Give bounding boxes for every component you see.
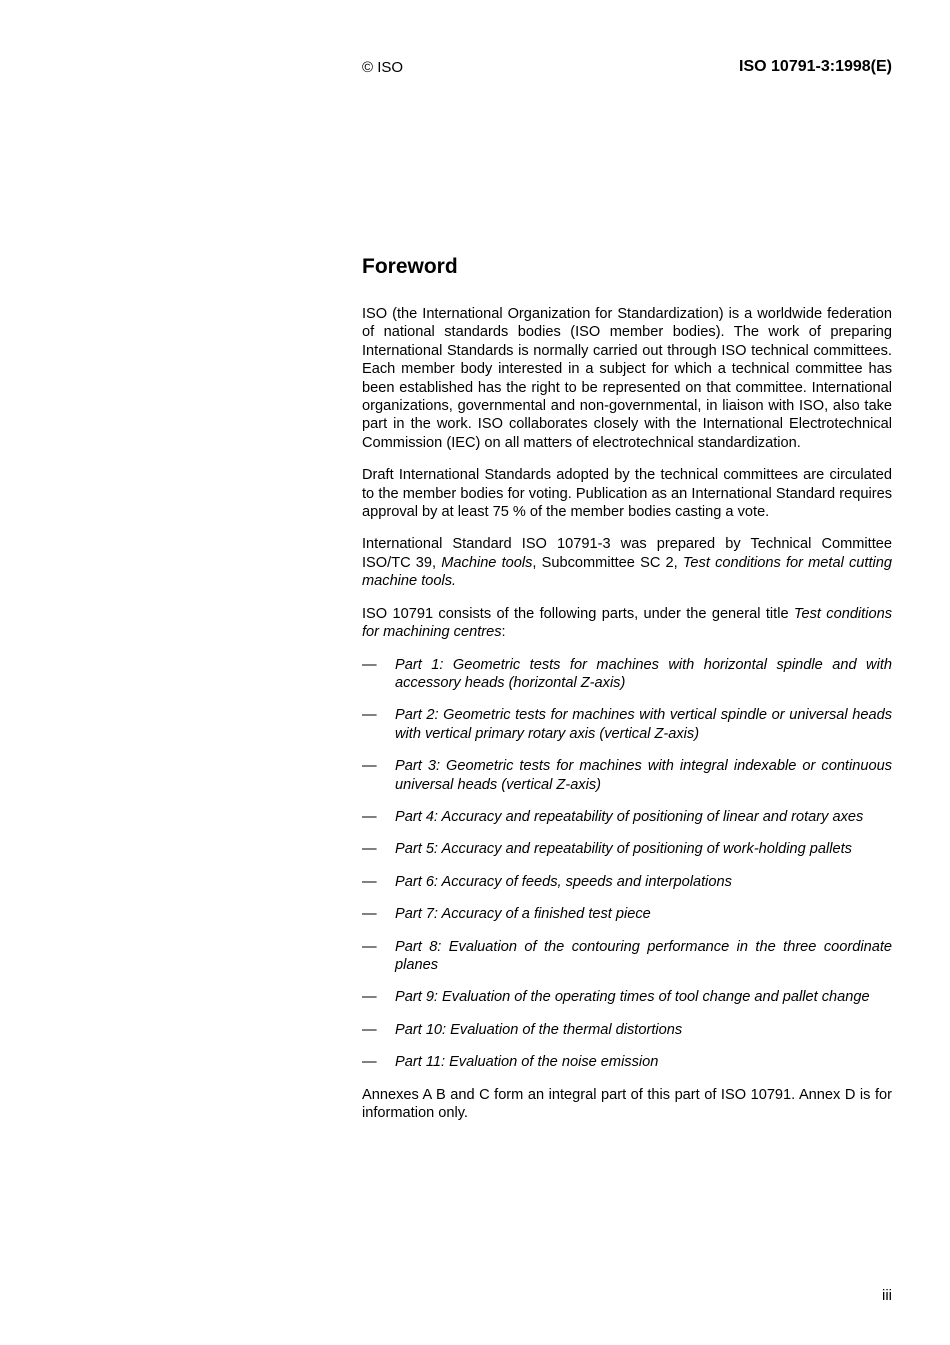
list-item bbox=[362, 1053, 892, 1071]
list-item bbox=[362, 840, 892, 858]
committee-name: Machine tools bbox=[441, 554, 533, 571]
dash-bullet: — bbox=[362, 906, 377, 923]
paragraph-draft-standards: Draft International Standards adopted by the technical committees are circulated to the member bodies for voting. Publication as an International Standard requires approval by at least 75 % of the member bodies casting a vote. bbox=[362, 467, 892, 521]
dash-bullet: — bbox=[362, 808, 377, 825]
paragraph-parts-intro bbox=[362, 605, 892, 642]
part-title: Part 4: Accuracy and repeatability of positioning of linear and rotary axes bbox=[395, 808, 864, 825]
list-item bbox=[362, 873, 892, 891]
dash-bullet: — bbox=[362, 656, 377, 673]
page-number: iii bbox=[882, 1287, 892, 1304]
part-title: Part 10: Evaluation of the thermal distortions bbox=[395, 1021, 683, 1038]
foreword-body bbox=[362, 305, 892, 1136]
dash-bullet: — bbox=[362, 938, 377, 955]
parts-list bbox=[362, 656, 892, 1072]
list-item bbox=[362, 988, 892, 1006]
page-title: Foreword bbox=[362, 255, 458, 278]
parts-intro-colon: : bbox=[501, 624, 506, 641]
part-title: Part 9: Evaluation of the operating times of tool change and pallet change bbox=[395, 989, 870, 1006]
list-item bbox=[362, 1021, 892, 1039]
part-title: Part 11: Evaluation of the noise emission bbox=[395, 1054, 659, 1071]
prepared-by-text: International Standard ISO 10791-3 was prepared by Technical Committee ISO/TC 39, bbox=[362, 536, 892, 571]
parts-intro-text: ISO 10791 consists of the following parts, under the general title bbox=[362, 605, 794, 622]
part-title: Part 7: Accuracy of a finished test piece bbox=[395, 906, 651, 923]
list-item bbox=[362, 808, 892, 826]
dash-bullet: — bbox=[362, 1054, 377, 1071]
dash-bullet: — bbox=[362, 873, 377, 890]
list-item bbox=[362, 905, 892, 923]
header-document-id: ISO 10791-3:1998(E) bbox=[739, 58, 892, 75]
list-item bbox=[362, 706, 892, 743]
part-title: Part 8: Evaluation of the contouring performance in the three coordinate planes bbox=[395, 938, 892, 973]
subcommittee-text: , Subcommittee SC 2, bbox=[532, 554, 683, 571]
part-title: Part 6: Accuracy of feeds, speeds and interpolations bbox=[395, 873, 732, 890]
list-item bbox=[362, 656, 892, 693]
paragraph-prepared-by bbox=[362, 535, 892, 590]
part-title: Part 1: Geometric tests for machines with horizontal spindle and with accessory heads (horizontal Z-axis) bbox=[395, 656, 892, 691]
dash-bullet: — bbox=[362, 841, 377, 858]
general-title: Test conditions for machining centres bbox=[362, 605, 893, 641]
part-title: Part 5: Accuracy and repeatability of positioning of work-holding pallets bbox=[395, 841, 852, 858]
part-title: Part 3: Geometric tests for machines with integral indexable or continuous universal heads (vertical Z-axis) bbox=[395, 758, 892, 793]
header-copyright: © ISO bbox=[362, 59, 404, 76]
dash-bullet: — bbox=[362, 1021, 377, 1038]
paragraph-annexes: Annexes A B and C form an integral part of this part of ISO 10791. Annex D is for information only. bbox=[362, 1086, 892, 1121]
dash-bullet: — bbox=[362, 989, 377, 1006]
subcommittee-name: Test conditions for metal cutting machine tools. bbox=[362, 554, 892, 590]
dash-bullet: — bbox=[362, 758, 377, 775]
paragraph-iso-description: ISO (the International Organization for Standardization) is a worldwide federation of national standards bodies (ISO member bodies). The work of preparing International Standards is normally carried out through ISO technical committees. Each member body interested in a subject for which a technical committee has been established has the right to be represented on that committee. International organizations, governmental and non-governmental, in liaison with ISO, also take part in the work. ISO collaborates closely with the International Electrotechnical Commission (IEC) on all matters of electrotechnical standardization. bbox=[362, 306, 892, 451]
list-item bbox=[362, 757, 892, 794]
dash-bullet: — bbox=[362, 707, 377, 724]
list-item bbox=[362, 938, 892, 975]
part-title: Part 2: Geometric tests for machines with vertical spindle or universal heads with vertical primary rotary axis (vertical Z-axis) bbox=[395, 707, 892, 742]
